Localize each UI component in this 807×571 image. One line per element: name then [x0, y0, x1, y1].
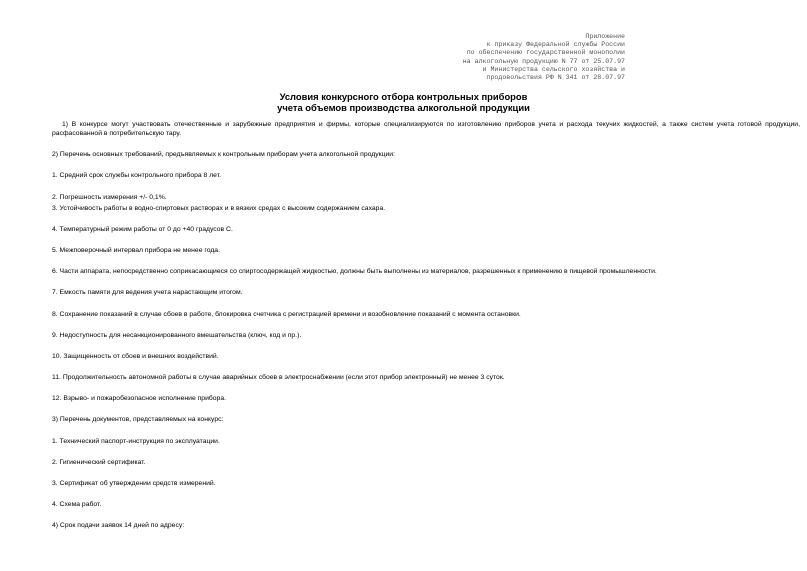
- list-item: 12. Взрыво- и пожаробезопасное исполнение прибора.: [52, 395, 227, 403]
- appendix-line: к приказу Федеральной службы России: [486, 41, 625, 49]
- appendix-line: на алкогольную продукцию N 77 от 25.07.97: [462, 57, 625, 65]
- list-item: 9. Недоступность для несанкционированного вмешательства (ключ, код и пр.).: [52, 331, 302, 339]
- appendix-line: по обеспечению государственной монополии: [466, 49, 625, 57]
- list-item: 5. Межповерочный интервал прибора не менее года.: [52, 246, 220, 254]
- list-item: 7. Емкость памяти для ведения учета нарастающим итогом.: [52, 289, 243, 297]
- list-item: 4. Схема работ.: [52, 501, 102, 509]
- appendix-line: продовольствия РФ N 341 от 28.07.97: [486, 74, 625, 82]
- list-item: 11. Продолжительность автономной работы в случае аварийных сбоев в электроснабжении (если этот прибор электронный) не менее 3 суток.: [52, 374, 505, 382]
- appendix-line: Приложение: [585, 33, 625, 40]
- appendix-line: и Министерства сельского хозяйства и: [482, 65, 625, 73]
- paragraph: 4) Срок подачи заявок 14 дней по адресу:: [52, 522, 185, 530]
- list-item: 6. Части аппарата, непосредственно соприкасающиеся со спиртосодержащей жидкостью, должны быть выполнены из материалов, разрешенных к применению в пищевой промышленности.: [52, 268, 657, 276]
- list-item: 10. Защищенность от сбоев и внешних воздействий.: [52, 352, 219, 360]
- list-item: 1. Средний срок службы контрольного прибора 8 лет.: [52, 172, 221, 180]
- document-title: [0, 91, 807, 113]
- list-item: 4. Температурный режим работы от 0 до +40 градусов С.: [52, 225, 233, 233]
- list-item: 8. Сохранение показаний в случае сбоев в работе, блокировка счетчика с регистрацией времени и возобновление показаний с момента остановки.: [52, 310, 521, 318]
- paragraph: 2) Перечень основных требований, предъявляемых к контрольным приборам учета алкогольной продукции:: [52, 151, 395, 159]
- appendix-header: [463, 33, 625, 82]
- list-item: 1. Технический паспорт-инструкция по эксплуатации.: [52, 437, 220, 445]
- title-line: Условия конкурсного отбора контрольных приборов: [279, 91, 528, 102]
- list-item: 2. Погрешность измерения +/- 0,1%.: [52, 193, 167, 201]
- list-item: 3. Устойчивость работы в водно-спиртовых растворах и в вязких средах с высоким содержанием сахара.: [52, 204, 386, 212]
- paragraph: 3) Перечень документов, представляемых на конкурс:: [52, 416, 224, 424]
- list-item: 2. Гигиенический сертификат.: [52, 458, 146, 466]
- title-line: учета объемов производства алкогольной продукции: [277, 102, 530, 113]
- list-item: 3. Сертификат об утверждении средств измерений.: [52, 480, 216, 487]
- paragraph: 1) В конкурсе могут участвовать отечественные и зарубежные предприятия и фирмы, которые специализируются по изготовлению приборов учета и расхода текучих жидкостей, а также систем учета готовой продукции, расфасованной в потребительскую тару.: [52, 121, 800, 137]
- document-body: [52, 120, 800, 543]
